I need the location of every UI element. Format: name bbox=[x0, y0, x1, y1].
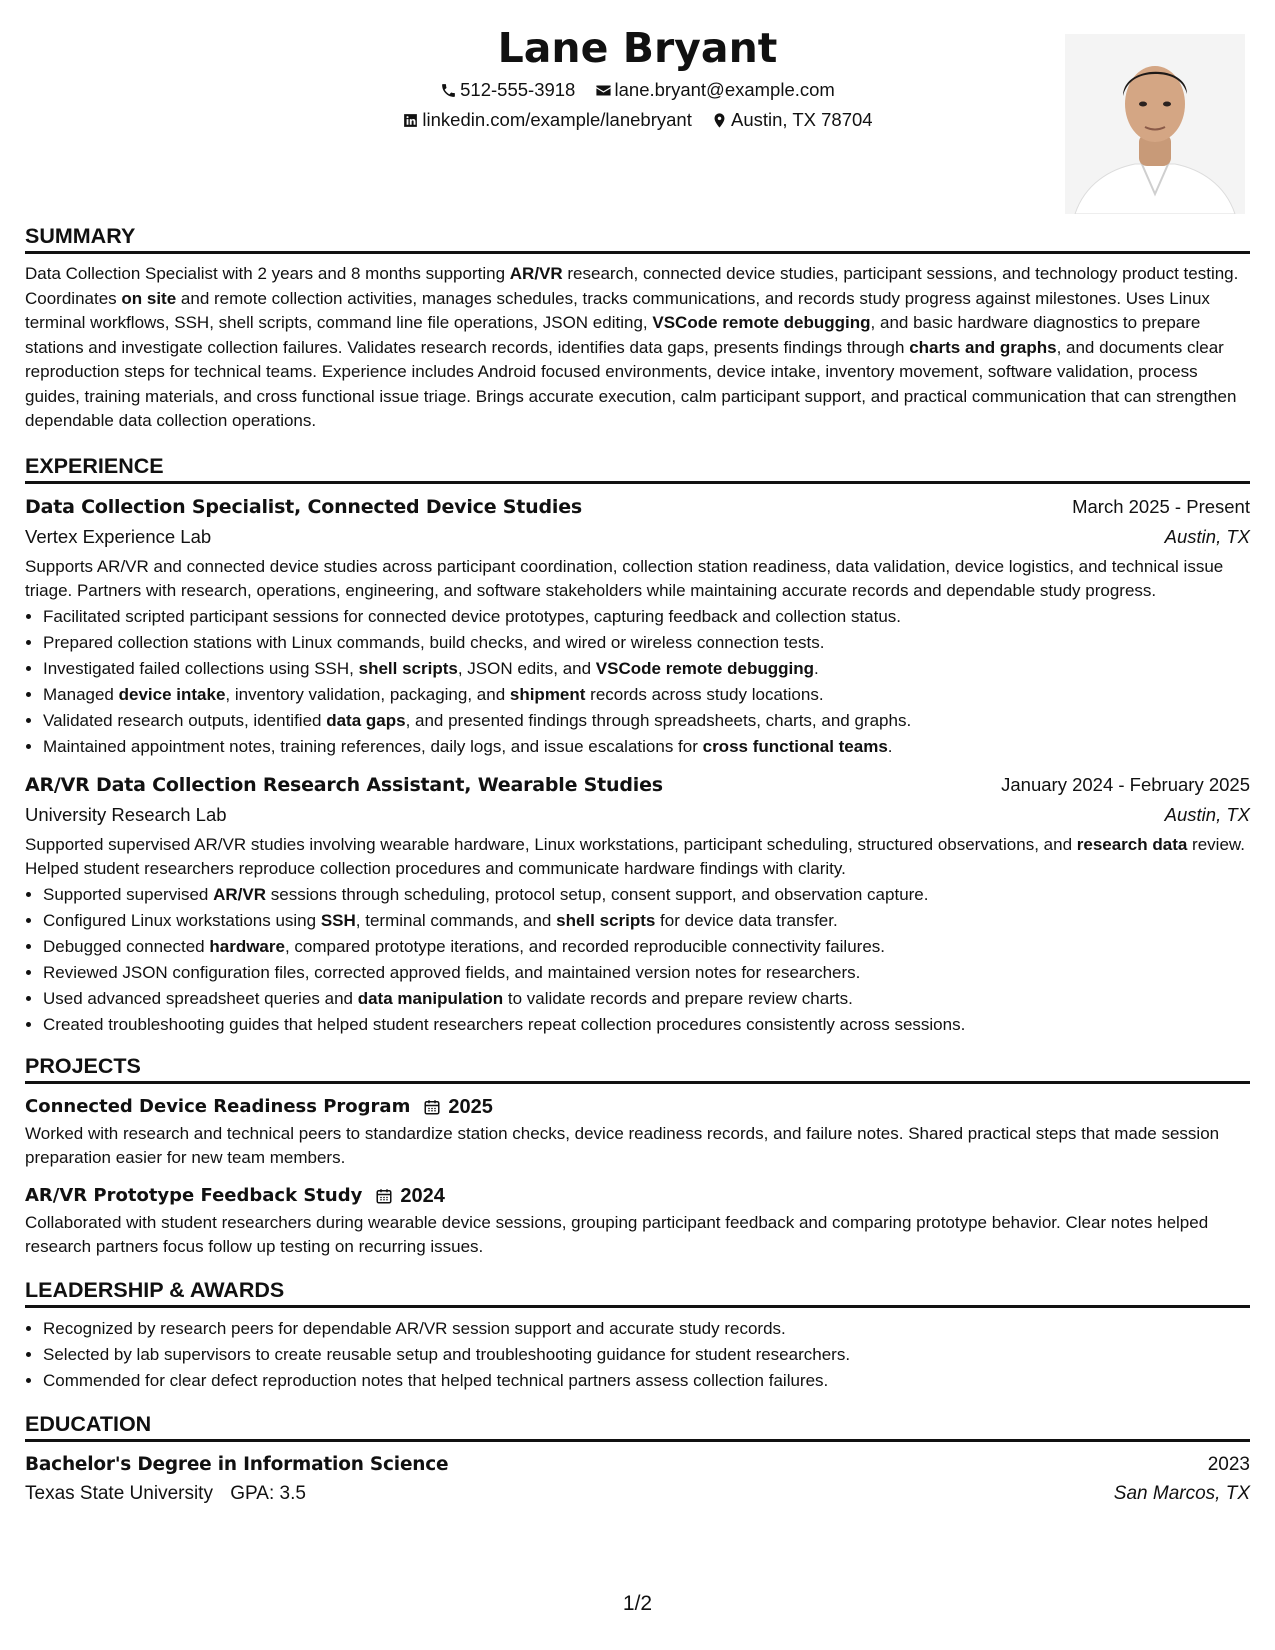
envelope-icon bbox=[595, 82, 612, 99]
bold-text: AR/VR bbox=[213, 884, 267, 904]
list-item: • Configured Linux workstations using SSH, terminal commands, and shell scripts for device data transfer. bbox=[43, 908, 1250, 934]
leadership-bullets bbox=[25, 1316, 1250, 1394]
job-location: Austin, TX bbox=[1164, 525, 1250, 547]
bold-text: research data bbox=[1076, 834, 1188, 854]
email-address[interactable]: lane.bryant@example.com bbox=[614, 79, 835, 100]
list-item: • Investigated failed collections using SSH, shell scripts, JSON edits, and VSCode remote debugging. bbox=[43, 656, 1250, 682]
bold-text: SSH bbox=[320, 910, 356, 930]
job-description: Supports AR/VR and connected device studies across participant coordination, collection station readiness, data validation, device logistics, and technical issue triage. Partners with research, operations, engineering, and software stakeholders while maintaining accurate records and dependable study progress. bbox=[25, 556, 1224, 600]
job-entry bbox=[25, 770, 1250, 1038]
bold-text: VSCode remote debugging bbox=[652, 313, 871, 332]
list-item: • Commended for clear defect reproduction notes that helped technical partners assess collection failures. bbox=[43, 1368, 1250, 1394]
project-name: Connected Device Readiness Program bbox=[25, 1095, 411, 1117]
job-title: AR/VR Data Collection Research Assistant, Wearable Studies bbox=[25, 773, 663, 796]
list-item: • Recognized by research peers for dependable AR/VR session support and accurate study records. bbox=[43, 1316, 1250, 1342]
candidate-name: Lane Bryant bbox=[497, 24, 778, 72]
phone-icon bbox=[440, 82, 457, 99]
contact-email[interactable] bbox=[595, 78, 835, 102]
experience-section bbox=[25, 452, 1250, 1038]
project-year: 2025 bbox=[448, 1095, 493, 1118]
bold-text: on site bbox=[121, 288, 177, 308]
bold-text: shell scripts bbox=[556, 910, 656, 930]
job-organization: Vertex Experience Lab bbox=[25, 525, 212, 547]
bold-text: shell scripts bbox=[358, 658, 458, 678]
degree-title: Bachelor's Degree in Information Science bbox=[25, 1453, 449, 1475]
project-description: Worked with research and technical peers to standardize station checks, device readiness records, and failure notes. Shared practical steps that made session preparation easier for new team members. bbox=[25, 1123, 1220, 1167]
job-entry bbox=[25, 492, 1250, 760]
job-organization: University Research Lab bbox=[25, 803, 227, 825]
job-description: Supported supervised AR/VR studies involving wearable hardware, Linux workstations, participant scheduling, structured observations, and research data review. Helped student researchers reproduce collection procedures and communicate hardware findings with clarity. bbox=[25, 834, 1245, 878]
phone-number: 512-555-3918 bbox=[460, 79, 576, 100]
location-text: Austin, TX 78704 bbox=[730, 109, 873, 130]
bold-text: cross functional teams bbox=[702, 736, 888, 756]
project-entry bbox=[25, 1181, 1250, 1260]
list-item: • Managed device intake, inventory validation, packaging, and shipment records across study locations. bbox=[43, 682, 1250, 708]
list-item: • Selected by lab supervisors to create reusable setup and troubleshooting guidance for student researchers. bbox=[43, 1342, 1250, 1368]
list-item: • Prepared collection stations with Linux commands, build checks, and wired or wireless connection tests. bbox=[43, 630, 1250, 656]
project-name: AR/VR Prototype Feedback Study bbox=[25, 1184, 363, 1206]
bold-text: charts and graphs bbox=[909, 337, 1057, 357]
job-bullets bbox=[25, 604, 1250, 760]
bold-text: data manipulation bbox=[357, 988, 504, 1008]
job-date: March 2025 - Present bbox=[1072, 495, 1250, 517]
list-item: • Supported supervised AR/VR sessions through scheduling, protocol setup, consent support, and observation capture. bbox=[43, 882, 1250, 908]
linkedin-icon bbox=[402, 112, 419, 129]
summary-text: Data Collection Specialist with 2 years and 8 months supporting AR/VR research, connected device studies, participant sessions, and technology product testing. Coordinates on site and remote collection activities, manages schedules, tracks communications, and records study progress against milestones. Uses Linux terminal workflows, SSH, shell scripts, command line file operations, JSON editing, VSCode remote debugging, and basic hardware diagnostics to prepare stations and investigate collection failures. Validates research records, identifies data gaps, presents findings through charts and graphs, and documents clear reproduction steps for technical teams. Experience includes Android focused environments, device intake, inventory movement, software validation, process guides, training materials, and cross functional issue triage. Brings accurate execution, calm participant support, and practical communication that can strengthen dependable data collection operations. bbox=[25, 264, 1239, 430]
linkedin-url[interactable]: linkedin.com/example/lanebryant bbox=[422, 109, 692, 130]
page-number: 1/2 bbox=[622, 1592, 653, 1615]
projects-section bbox=[25, 1052, 1250, 1260]
map-pin-icon bbox=[711, 112, 728, 129]
gpa: GPA: 3.5 bbox=[230, 1482, 306, 1504]
project-description: Collaborated with student researchers during wearable device sessions, grouping participant feedback and comparing prototype behavior. Clear notes helped research partners focus follow up testing on recurring issues. bbox=[25, 1212, 1209, 1256]
school-location: San Marcos, TX bbox=[1113, 1482, 1250, 1504]
bold-text: AR/VR bbox=[509, 264, 563, 283]
bold-text: VSCode remote debugging bbox=[595, 658, 814, 678]
resume-header bbox=[25, 22, 1250, 222]
calendar-icon bbox=[375, 1187, 393, 1205]
list-item: • Validated research outputs, identified data gaps, and presented findings through spreadsheets, charts, and graphs. bbox=[43, 708, 1250, 734]
education-heading: EDUCATION bbox=[25, 1410, 1250, 1442]
profile-photo bbox=[1065, 34, 1245, 214]
job-bullets bbox=[25, 882, 1250, 1038]
list-item: • Reviewed JSON configuration files, corrected approved fields, and maintained version notes for researchers. bbox=[43, 960, 1250, 986]
experience-heading: EXPERIENCE bbox=[25, 452, 1250, 484]
project-year: 2024 bbox=[400, 1184, 445, 1207]
school-name: Texas State University bbox=[25, 1482, 213, 1504]
list-item: • Used advanced spreadsheet queries and data manipulation to validate records and prepare review charts. bbox=[43, 986, 1250, 1012]
list-item: • Created troubleshooting guides that helped student researchers repeat collection procedures consistently across sessions. bbox=[43, 1012, 1250, 1038]
education-section bbox=[25, 1410, 1250, 1508]
contact-phone bbox=[440, 78, 575, 102]
resume-page bbox=[25, 22, 1250, 1508]
project-entry bbox=[25, 1092, 1250, 1171]
contact-location bbox=[711, 108, 873, 132]
job-location: Austin, TX bbox=[1164, 803, 1250, 825]
contact-linkedin[interactable] bbox=[402, 108, 691, 132]
leadership-section bbox=[25, 1276, 1250, 1394]
projects-heading: PROJECTS bbox=[25, 1052, 1250, 1084]
list-item: • Debugged connected hardware, compared prototype iterations, and recorded reproducible connectivity failures. bbox=[43, 934, 1250, 960]
list-item: • Maintained appointment notes, training references, daily logs, and issue escalations for cross functional teams. bbox=[43, 734, 1250, 760]
job-date: January 2024 - February 2025 bbox=[1001, 773, 1250, 795]
summary-heading: SUMMARY bbox=[25, 222, 1250, 254]
bold-text: device intake bbox=[118, 684, 226, 704]
graduation-year: 2023 bbox=[1207, 1453, 1250, 1475]
bold-text: data gaps bbox=[326, 710, 406, 730]
list-item: • Facilitated scripted participant sessions for connected device prototypes, capturing feedback and collection status. bbox=[43, 604, 1250, 630]
bold-text: hardware bbox=[209, 936, 285, 956]
calendar-icon bbox=[423, 1098, 441, 1116]
bold-text: shipment bbox=[509, 684, 586, 704]
leadership-heading: LEADERSHIP & AWARDS bbox=[25, 1276, 1250, 1308]
job-title: Data Collection Specialist, Connected Device Studies bbox=[25, 495, 582, 518]
summary-section bbox=[25, 222, 1250, 434]
